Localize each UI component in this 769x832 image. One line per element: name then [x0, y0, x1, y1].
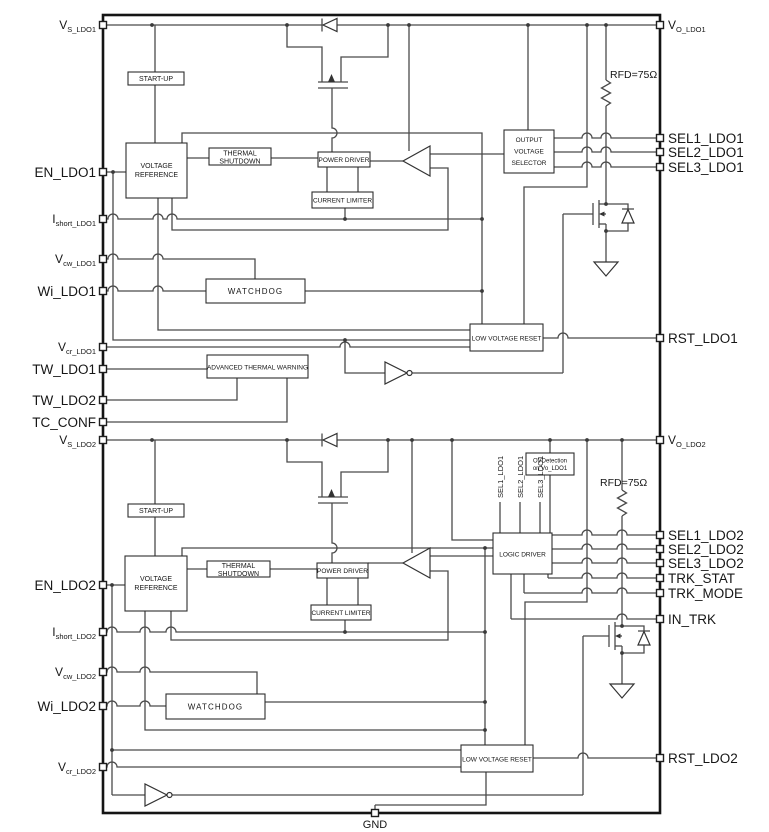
svg-text:Vcr_LDO2: $V_{cr\_LDO2}$ — [57, 760, 96, 776]
block-startup-ldo2 — [128, 504, 184, 517]
body-diode-ldo1 — [622, 209, 634, 223]
pin-ishort-ldo1: I — [52, 212, 56, 226]
pin-en-ldo2: EN_LDO2 — [34, 578, 96, 593]
pin-vcw-ldo1: V — [55, 252, 64, 266]
svg-text:VS_LDO2: $V_{S\_LDO2}$ — [59, 433, 96, 449]
block-logic-driver — [493, 533, 552, 574]
pin-wi-ldo2: Wi_LDO2 — [37, 699, 96, 714]
svg-text:LOGIC DRIVER: LOGIC DRIVER — [499, 551, 546, 559]
svg-text:VO_LDO2: $V_{O\_LDO2}$ — [668, 433, 706, 449]
svg-text:THERMAL: THERMAL — [221, 563, 256, 570]
pin-sel1-ldo1: SEL1_LDO1 — [668, 131, 744, 146]
pin-rst-ldo1: RST_LDO1 — [668, 331, 738, 346]
svg-text:SHUTDOWN: SHUTDOWN — [219, 158, 261, 166]
block-power-driver-ldo1 — [318, 152, 370, 167]
svg-text:START-UP: START-UP — [139, 76, 173, 83]
pin-tc-conf: TC_CONF — [32, 415, 96, 430]
series-diode-ldo1 — [322, 19, 337, 32]
pin-sel3-ldo1: SEL3_LDO1 — [668, 160, 744, 175]
ic-boundary — [103, 15, 660, 813]
pin-labels-left — [32, 18, 96, 776]
block-current-limiter-ldo2 — [311, 605, 371, 620]
pin-wi-ldo1: Wi_LDO1 — [37, 284, 96, 299]
svg-text:REFERENCE: REFERENCE — [134, 172, 179, 179]
block-low-voltage-reset-ldo1 — [470, 324, 543, 351]
rfd-label-ldo1: RFD=75Ω — [610, 69, 658, 81]
ground-icon-ldo1 — [594, 262, 618, 276]
pin-vs-ldo2: V — [59, 433, 68, 447]
svg-text:CURRENT LIMITER: CURRENT LIMITER — [312, 197, 373, 205]
svg-text:POWER DRIVER: POWER DRIVER — [318, 157, 370, 164]
series-diode-ldo2 — [322, 434, 337, 447]
block-power-driver-ldo2 — [317, 563, 368, 578]
block-low-voltage-reset-ldo2 — [461, 745, 533, 772]
pin-rst-ldo2: RST_LDO2 — [668, 751, 738, 766]
resistor-rfd-ldo2 — [618, 490, 627, 516]
block-current-limiter-ldo1 — [312, 192, 373, 208]
pin-sel3-ldo2: SEL3_LDO2 — [668, 556, 744, 571]
ground-icon-ldo2 — [610, 684, 634, 698]
svg-text:OVDetection: OVDetection — [532, 458, 568, 465]
pin-sel2-ldo2: SEL2_LDO2 — [668, 542, 744, 557]
svg-text:ADVANCED THERMAL WARNING: ADVANCED THERMAL WARNING — [206, 364, 309, 372]
svg-text:WATCHDOG: WATCHDOG — [227, 287, 284, 296]
rfd-label-ldo2: RFD=75Ω — [600, 477, 648, 489]
pin-trk-mode: TRK_MODE — [668, 586, 744, 601]
pin-sel2-ldo1: SEL2_LDO1 — [668, 145, 744, 160]
svg-text:OUTPUT: OUTPUT — [515, 137, 543, 144]
block-voltage-reference-ldo2 — [125, 556, 187, 611]
svg-text:VOLTAGE: VOLTAGE — [139, 576, 173, 583]
svg-text:SELECTOR: SELECTOR — [511, 160, 547, 167]
wires-ldo2 — [103, 440, 657, 809]
pin-vcw-ldo2: V — [55, 665, 64, 679]
block-output-voltage-selector — [504, 130, 554, 173]
block-voltage-reference-ldo1 — [126, 143, 187, 198]
svg-text:Vcr_LDO1: $V_{cr\_LDO1}$ — [57, 340, 96, 356]
reset-buffer-ldo1 — [385, 362, 412, 384]
pass-mosfet-ldo1 — [328, 74, 335, 82]
pin-labels-right — [668, 18, 744, 766]
svg-text:POWER DRIVER: POWER DRIVER — [317, 568, 368, 575]
pin-sel1-ldo2: SEL1_LDO2 — [668, 528, 744, 543]
logic-driver-input-labels — [496, 456, 545, 498]
pin-vo-ldo2: V — [668, 433, 677, 447]
svg-text:SHUTDOWN: SHUTDOWN — [217, 571, 260, 578]
svg-text:WATCHDOG: WATCHDOG — [187, 702, 244, 712]
svg-text:SEL1_LDO1: SEL1_LDO1 — [496, 455, 505, 498]
block-ovdetection — [526, 453, 574, 475]
svg-text:Ishort_LDO2: $I_{short\_LDO2}$ — [52, 625, 96, 641]
svg-text:Ishort_LDO1: $I_{short\_LDO1}$ — [52, 212, 96, 228]
svg-text:Vcw_LDO1: $V_{cw\_LDO1}$ — [55, 252, 96, 268]
pin-gnd: GND — [362, 819, 388, 831]
svg-text:CURRENT LIMITER: CURRENT LIMITER — [311, 610, 371, 617]
block-thermal-shutdown-ldo2 — [207, 561, 270, 578]
svg-text:VOLTAGE: VOLTAGE — [514, 148, 544, 156]
pin-ishort-ldo2: I — [52, 625, 56, 639]
svg-text:SEL3_LDO1: SEL3_LDO1 — [536, 455, 545, 498]
pin-vcr-ldo2: V — [57, 760, 66, 774]
svg-text:SEL2_LDO1: SEL2_LDO1 — [516, 455, 525, 498]
error-amp-ldo1 — [403, 146, 430, 176]
pin-trk-stat: TRK_STAT — [668, 571, 736, 586]
block-thermal-shutdown-ldo1 — [209, 148, 271, 166]
svg-text:START-UP: START-UP — [139, 508, 173, 515]
svg-text:THERMAL: THERMAL — [223, 150, 257, 158]
svg-text:LOW VOLTAGE RESET: LOW VOLTAGE RESET — [462, 756, 532, 764]
block-watchdog-ldo1 — [206, 279, 305, 303]
pin-in-trk: IN_TRK — [668, 612, 717, 627]
svg-text:VS_LDO1: $V_{S\_LDO1}$ — [59, 18, 96, 34]
svg-text:LOW VOLTAGE RESET: LOW VOLTAGE RESET — [471, 335, 542, 343]
wires-ldo1 — [103, 25, 657, 422]
svg-text:Vcw_LDO2: $V_{cw\_LDO2}$ — [55, 665, 96, 681]
block-advanced-thermal-warning — [207, 355, 308, 378]
pin-vo-ldo1: V — [668, 18, 677, 32]
block-watchdog-ldo2 — [166, 694, 265, 719]
svg-text:on Vo_LDO1: on Vo_LDO1 — [532, 466, 568, 472]
pin-vcr-ldo1: V — [57, 340, 66, 354]
body-diode-ldo2 — [638, 631, 650, 645]
pin-tw-ldo2: TW_LDO2 — [32, 393, 96, 408]
pin-vs-ldo1: V — [59, 18, 68, 32]
svg-text:VO_LDO1: $V_{O\_LDO1}$ — [668, 18, 706, 34]
svg-text:REFERENCE: REFERENCE — [134, 585, 178, 592]
error-amp-ldo2 — [403, 548, 430, 578]
pin-tw-ldo1: TW_LDO1 — [32, 362, 96, 377]
pin-en-ldo1: EN_LDO1 — [34, 165, 96, 180]
reset-buffer-ldo2 — [145, 784, 172, 806]
pass-mosfet-ldo2 — [328, 489, 335, 497]
svg-text:VOLTAGE: VOLTAGE — [140, 163, 173, 170]
resistor-rfd-ldo1 — [602, 80, 611, 106]
block-startup-ldo1 — [128, 72, 184, 85]
